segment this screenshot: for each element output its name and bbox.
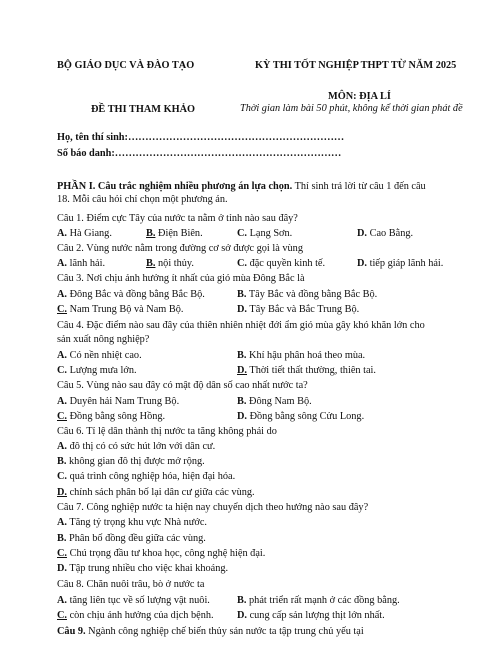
subject-title: MÔN: ĐỊA LÍ <box>328 91 391 102</box>
q8-option-b: B. phát triển rất mạnh ở các đồng bằng. <box>237 595 400 606</box>
q7-option-c: C. Chú trọng đầu tư khoa học, công nghệ hiện đại. <box>57 548 266 559</box>
q5-option-b: B. Đông Nam Bộ. <box>237 396 312 407</box>
q6-option-c: C. quá trình công nghiệp hóa, hiện đại hóa. <box>57 471 236 482</box>
q1-option-a: A. Hà Giang. <box>57 228 112 239</box>
q6-option-b: B. không gian đô thị được mở rộng. <box>57 456 205 467</box>
q3-option-b: B. Tây Bắc và đồng bằng Bắc Bộ. <box>237 289 378 300</box>
question-7: Câu 7. Công nghiệp nước ta hiện nay chuyển dịch theo hướng nào sau đây? <box>57 502 369 513</box>
q6-option-a: A. đô thị có có sức hút lớn với dân cư. <box>57 441 216 452</box>
q8-option-c: C. còn chịu ảnh hưởng của dịch bệnh. <box>57 610 214 621</box>
q2-option-a: A. lãnh hải. <box>57 258 106 269</box>
q5-option-d: D. Đồng bằng sông Cửu Long. <box>237 411 365 422</box>
exam-title: KỲ THI TỐT NGHIỆP THPT TỪ NĂM 2025 <box>255 60 457 71</box>
part1-instruction: Thí sinh trả lời từ câu 1 đến câu <box>292 181 426 192</box>
q8-option-d: D. cung cấp sản lượng thịt lớn nhất. <box>237 610 385 621</box>
q7-option-a: A. Tăng tỷ trọng khu vực Nhà nước. <box>57 517 207 528</box>
q2-option-c: C. đặc quyền kinh tế. <box>237 258 326 269</box>
question-6: Câu 6. Tỉ lệ dân thành thị nước ta tăng không phải do <box>57 426 277 437</box>
q4-option-c: C. Lượng mưa lớn. <box>57 365 137 376</box>
duration-note: Thời gian làm bài 50 phút, không kể thời gian phát đề <box>240 103 463 114</box>
q3-option-d: D. Tây Bắc và Bắc Trung Bộ. <box>237 304 360 315</box>
q1-option-b: B. Điện Biên. <box>146 228 203 239</box>
question-8: Câu 8. Chăn nuôi trâu, bò ở nước ta <box>57 579 205 590</box>
question-4-cont: sản xuất nông nghiệp? <box>57 334 150 345</box>
q4-option-d: D. Thời tiết thất thường, thiên tai. <box>237 365 376 376</box>
question-3: Câu 3. Nơi chịu ảnh hưởng ít nhất của gió mùa Đông Bắc là <box>57 273 305 284</box>
part1-instruction-cont: 18. Mỗi câu hỏi chỉ chọn một phương án. <box>57 194 228 205</box>
question-5: Câu 5. Vùng nào sau đây có mật độ dân số cao nhất nước ta? <box>57 380 308 391</box>
q6-option-d: D. chính sách phân bố lại dân cư giữa các vùng. <box>57 487 255 498</box>
q5-option-a: A. Duyên hải Nam Trung Bộ. <box>57 396 180 407</box>
ministry-name: BỘ GIÁO DỤC VÀ ĐÀO TẠO <box>57 60 195 71</box>
q1-option-c: C. Lạng Sơn. <box>237 228 293 239</box>
q7-option-d: D. Tập trung nhiều cho việc khai khoáng. <box>57 563 229 574</box>
part1-title: PHẦN I. Câu trắc nghiệm nhiều phương án lựa chọn. <box>57 181 293 192</box>
question-2: Câu 2. Vùng nước nằm trong đường cơ sở được gọi là vùng <box>57 243 303 254</box>
question-4: Câu 4. Đặc điểm nào sau đây của thiên nhiên nhiệt đới ẩm gió mùa gây khó khăn lớn cho <box>57 320 425 331</box>
q8-option-a: A. tăng liên tục về số lượng vật nuôi. <box>57 595 210 606</box>
candidate-number-line: Số báo danh:………………………………………………………… <box>57 148 342 159</box>
q5-option-c: C. Đồng bằng sông Hồng. <box>57 411 166 422</box>
candidate-name-line: Họ, tên thí sinh:……………………………………………………… <box>57 132 345 143</box>
q4-option-b: B. Khí hậu phân hoá theo mùa. <box>237 350 366 361</box>
exam-type: ĐỀ THI THAM KHẢO <box>91 104 196 115</box>
part1-heading <box>57 181 426 193</box>
question-1: Câu 1. Điểm cực Tây của nước ta nằm ở tỉnh nào sau đây? <box>57 213 298 224</box>
q7-option-b: B. Phân bố đồng đều giữa các vùng. <box>57 533 206 544</box>
q3-option-a: A. Đông Bắc và đồng bằng Bắc Bộ. <box>57 289 205 300</box>
q4-option-a: A. Có nền nhiệt cao. <box>57 350 142 361</box>
q2-option-b: B. nội thủy. <box>146 258 194 269</box>
question-9: Câu 9. Ngành công nghiệp chế biến thủy sản nước ta tập trung chủ yếu tại <box>57 626 364 637</box>
q3-option-c: C. Nam Trung Bộ và Nam Bộ. <box>57 304 184 315</box>
q2-option-d: D. tiếp giáp lãnh hải. <box>357 258 444 269</box>
q1-option-d: D. Cao Bằng. <box>357 228 414 239</box>
